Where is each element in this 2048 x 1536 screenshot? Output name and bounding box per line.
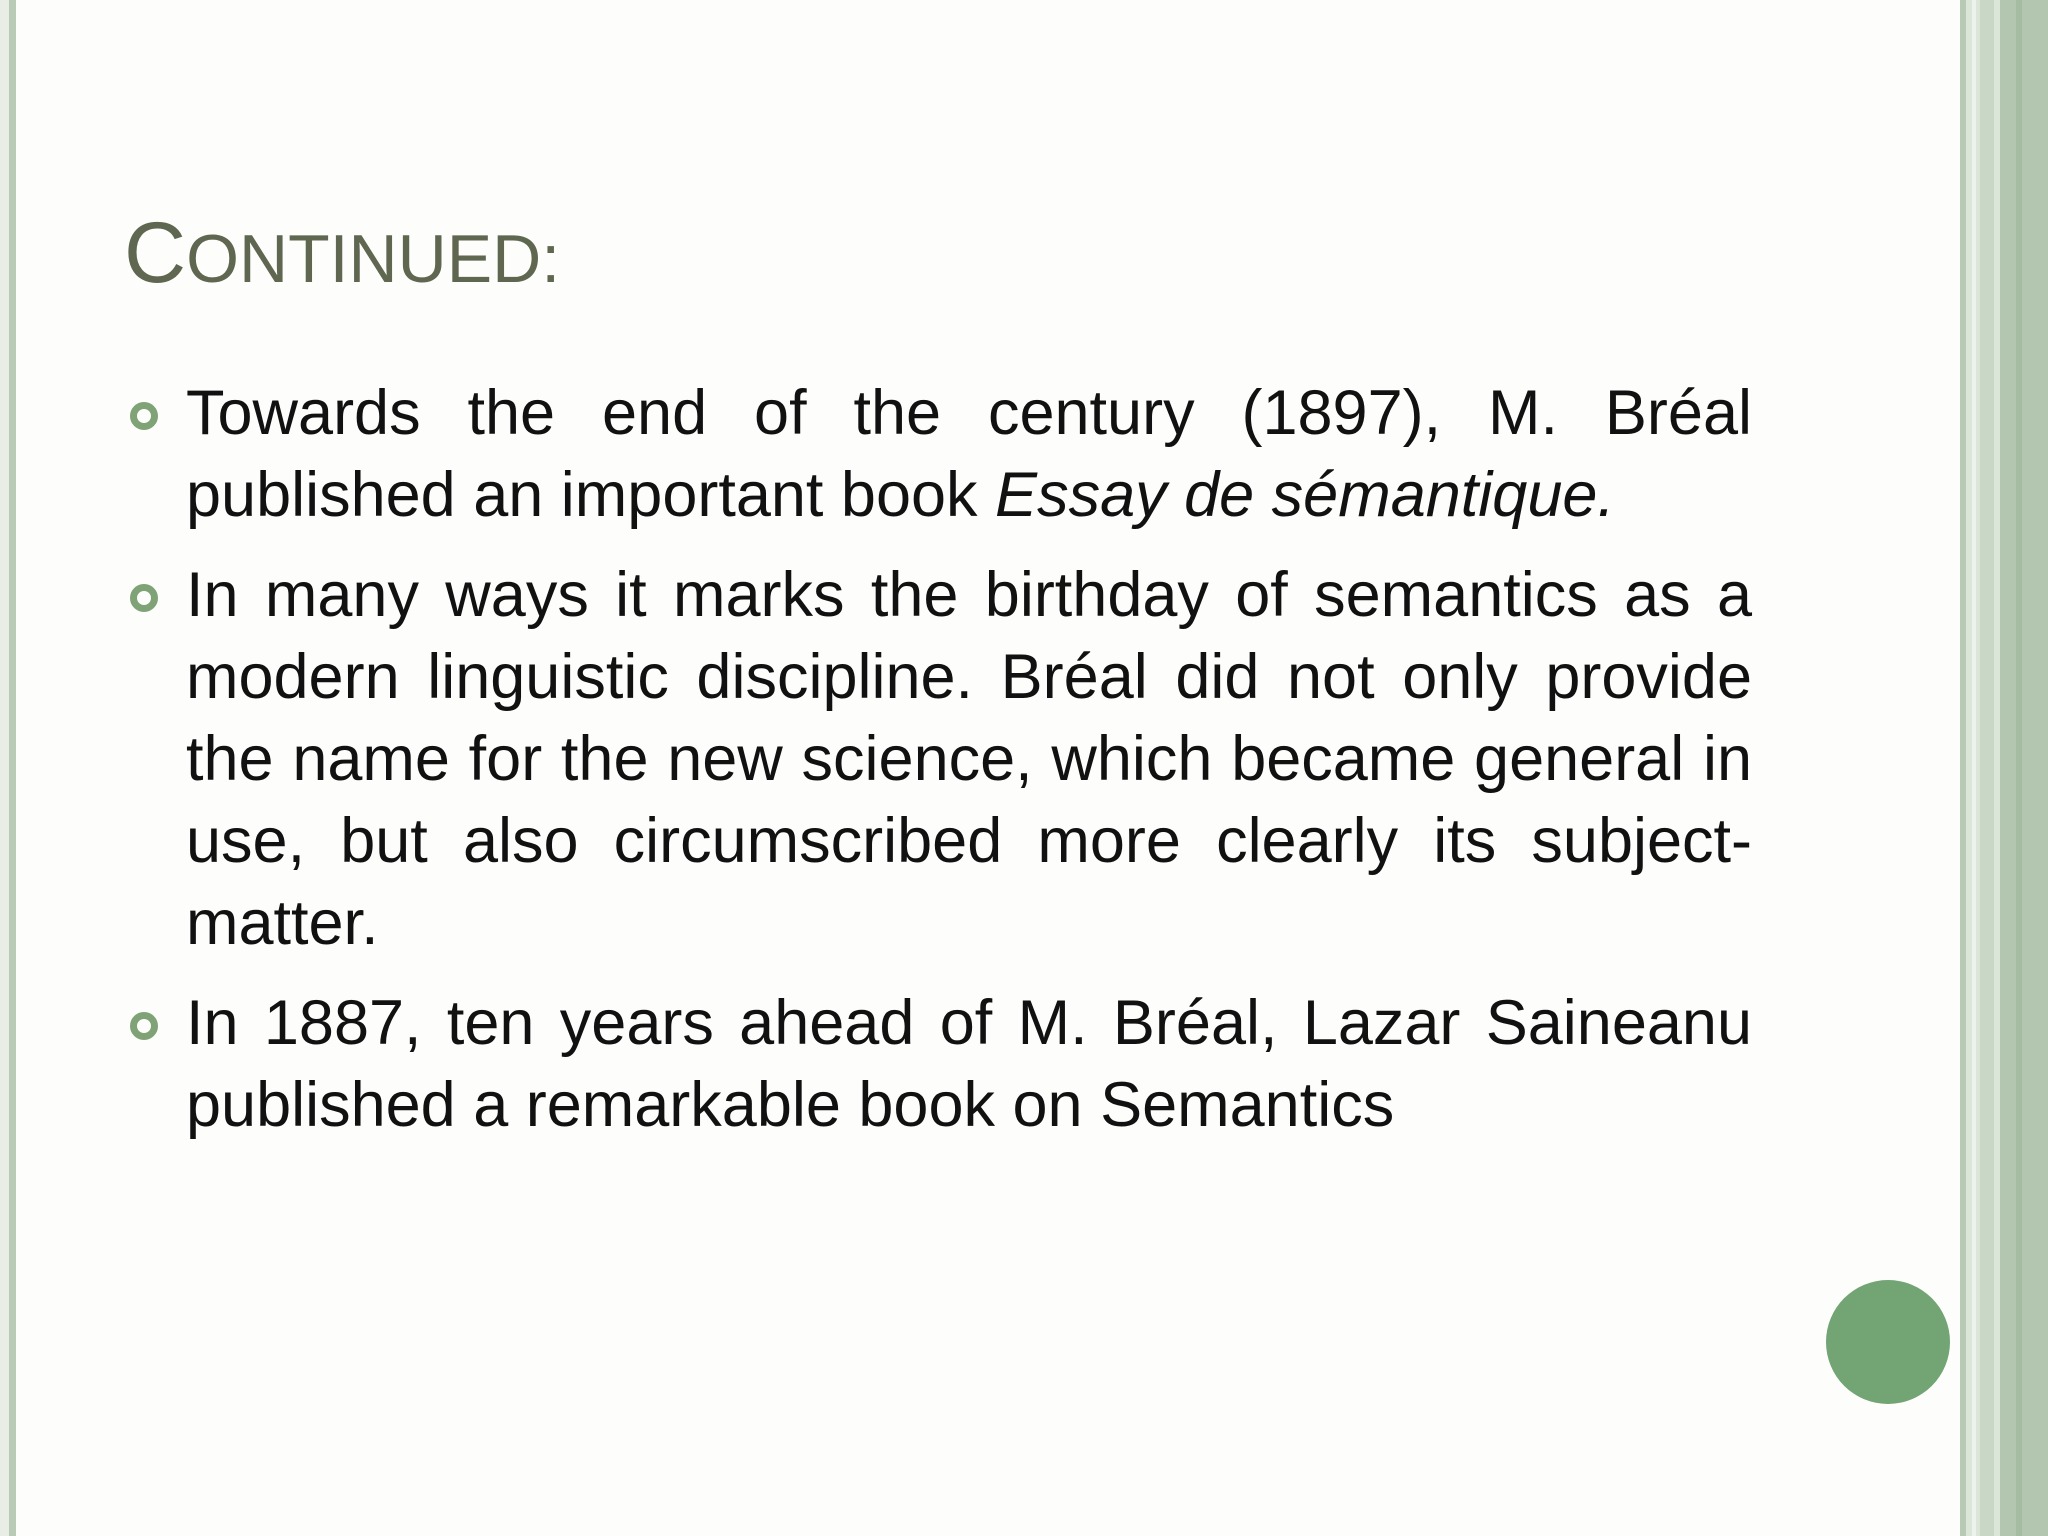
- bullet-item: [122, 982, 1752, 1146]
- right-border-line: [1980, 0, 1994, 1536]
- bullet-item: [122, 372, 1752, 536]
- slide-title-rest: ONTINUED:: [186, 221, 561, 297]
- book-title: Essay de sémantique.: [995, 460, 1615, 530]
- decorative-circle-icon: [1826, 1280, 1950, 1404]
- slide-title-initial: C: [124, 205, 187, 301]
- bullet-list: [122, 372, 1752, 1164]
- bullet-text: Towards the end of the century (1897), M. Bréal published an important book: [186, 378, 1752, 530]
- bullet-item: [122, 554, 1752, 964]
- hollow-circle-bullet-icon: [130, 584, 158, 612]
- left-border-stripe: [0, 0, 9, 1536]
- slide-title: [124, 205, 561, 301]
- right-border-line: [1972, 0, 1976, 1536]
- right-border-line: [2016, 0, 2022, 1536]
- left-border-stripe-inner: [9, 0, 16, 1536]
- bullet-text: In many ways it marks the birthday of semantics as a modern linguistic discipline. Bréal did not only provide the name for the new science, which became general in use, but also circumscribed more clearly its subject-matter.: [186, 560, 1752, 958]
- hollow-circle-bullet-icon: [130, 402, 158, 430]
- right-border-line: [1960, 0, 1966, 1536]
- hollow-circle-bullet-icon: [130, 1012, 158, 1040]
- bullet-text: In 1887, ten years ahead of M. Bréal, Lazar Saineanu published a remarkable book on Semantics: [186, 988, 1752, 1140]
- right-border-band: [2000, 0, 2048, 1536]
